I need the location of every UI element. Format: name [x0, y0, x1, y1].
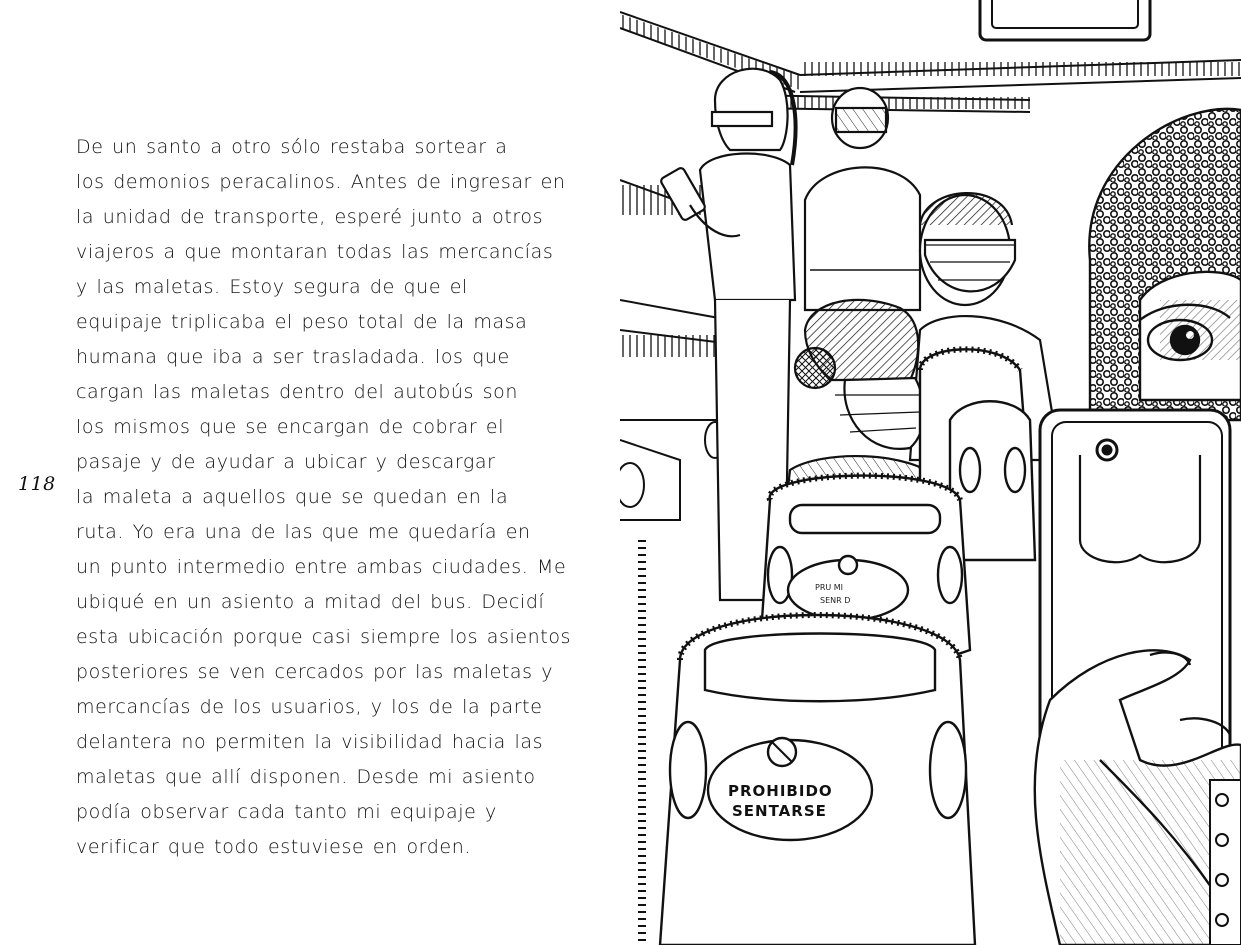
- paragraph-line: podía observar cada tanto mi equipaje y: [76, 801, 497, 823]
- paragraph-line: la maleta a aquellos que se quedan en la: [76, 486, 509, 508]
- ceiling-rails: [620, 12, 1241, 112]
- paragraph-line: verificar que todo estuviese en orden.: [76, 836, 471, 858]
- paragraph-line: De un santo a otro sólo restaba sortear a: [76, 136, 508, 158]
- page-number: 118: [18, 473, 56, 495]
- paragraph-line: un punto intermedio entre ambas ciudades. Me: [76, 556, 567, 578]
- handrail-pole: [1210, 780, 1241, 945]
- left-page: [0, 0, 620, 945]
- sign-line-2: SENTARSE: [732, 802, 827, 820]
- foreground-woman: [1089, 109, 1241, 420]
- paragraph-line: delantera no permiten la visibilidad hacia las: [76, 731, 544, 753]
- sign-line-1: PROHIBIDO: [728, 782, 833, 800]
- standing-man: [805, 88, 920, 310]
- right-page: [620, 0, 1241, 945]
- paragraph-line: ruta. Yo era una de las que me quedaría en: [76, 521, 531, 543]
- paragraph-line: pasaje y de ayudar a ubicar y descargar: [76, 451, 496, 473]
- paragraph-line: los demonios peracalinos. Antes de ingresar en: [76, 171, 566, 193]
- paragraph-line: mercancías de los usuarios, y los de la parte: [76, 696, 543, 718]
- paragraph-line: maletas que allí disponen. Desde mi asiento: [76, 766, 536, 788]
- paragraph-line: viajeros a que montaran todas las mercancías: [76, 241, 554, 263]
- paragraph-line: posteriores se ven cercados por las maletas y: [76, 661, 554, 683]
- bus-interior-illustration: [620, 0, 1241, 945]
- overhead-screen: [980, 0, 1150, 40]
- small-sign-line-2: SENR D: [820, 596, 851, 605]
- paragraph: [76, 130, 572, 865]
- paragraph-line: equipaje triplicaba el peso total de la masa: [76, 311, 528, 333]
- paragraph-line: esta ubicación porque casi siempre los asientos: [76, 626, 572, 648]
- paragraph-line: cargan las maletas dentro del autobús son: [76, 381, 519, 403]
- paragraph-line: humana que iba a ser trasladada. los que: [76, 346, 510, 368]
- paragraph-line: la unidad de transporte, esperé junto a otros: [76, 206, 544, 228]
- paragraph-line: y las maletas. Estoy segura de que el: [76, 276, 468, 298]
- small-sign-line-1: PRU MI: [815, 583, 844, 592]
- paragraph-line: ubiqué en un asiento a mitad del bus. Decidí: [76, 591, 545, 613]
- paragraph-line: los mismos que se encargan de cobrar el: [76, 416, 505, 438]
